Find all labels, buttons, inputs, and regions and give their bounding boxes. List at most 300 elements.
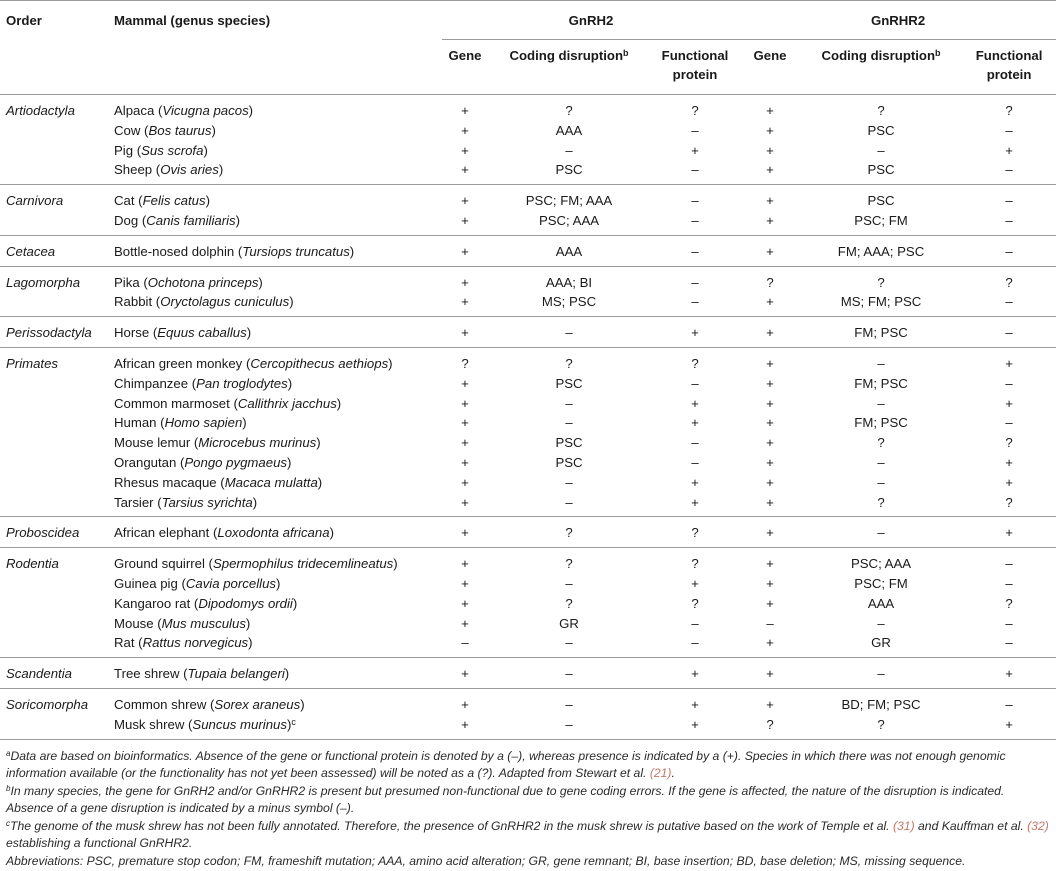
order-cell: [0, 121, 114, 141]
common-name: Rhesus macaque (: [114, 474, 225, 490]
footnote-c-ref2[interactable]: (32): [1027, 818, 1049, 833]
order-cell: Perissodactyla: [0, 317, 114, 348]
gnrhr2-disruption-cell: –: [877, 355, 885, 371]
gnrh2-functional-cell: +: [650, 715, 740, 739]
gnrhr2-disruption-cell: FM; PSC: [800, 317, 962, 348]
footnote-c-text1: The genome of the musk shrew has not been fully annotated. Therefore, the presence of GnRHR2 in the musk shrew is putative based on the work of Temple et al.: [10, 818, 893, 833]
common-name: Common shrew (: [114, 696, 215, 712]
gnrhr2-functional-cell: –: [1005, 575, 1013, 591]
gnrhr2-functional-cell: ?: [1005, 103, 1013, 118]
footnotes: [0, 748, 1052, 871]
table-body: [0, 95, 1056, 740]
table-row: [0, 633, 1056, 657]
header-coding-label: Coding disruption: [509, 48, 624, 63]
gnrhr2-disruption-cell: AAA: [867, 595, 895, 611]
close-paren: ): [289, 294, 294, 310]
gnrh2-functional-cell: –: [691, 193, 699, 209]
common-name: Tree shrew (: [114, 666, 188, 682]
gnrhr2-gene-cell: +: [766, 454, 774, 470]
table-row: [0, 614, 1056, 634]
common-name: Rat (: [114, 635, 143, 651]
gnrhr2-functional-cell: +: [1005, 454, 1013, 470]
mammal-cell: [114, 453, 442, 473]
order-cell: [0, 493, 114, 517]
table-row: [0, 121, 1056, 141]
table-row: [0, 453, 1056, 473]
gnrh2-gene-cell: –: [442, 633, 488, 657]
header-gnrh2-functional: [650, 40, 740, 95]
gnrhr2-disruption-cell: PSC; AAA: [850, 556, 912, 572]
footnote-c-marker: c: [6, 819, 10, 829]
gnrhr2-functional-cell: –: [962, 211, 1056, 235]
mammal-cell: [114, 160, 442, 184]
gnrh2-gene-cell: +: [461, 556, 469, 572]
header-row-1: [0, 1, 1056, 40]
common-name: Sheep (: [114, 162, 161, 178]
gnrh2-functional-cell: +: [691, 575, 699, 591]
gnrhr2-gene-cell: +: [766, 193, 774, 209]
gnrhr2-gene-cell: ?: [766, 274, 774, 290]
footnote-a-text: Data are based on bioinformatics. Absence of the gene or functional protein is denoted by a (–), whereas presence is indicated by a (+). Species in which there was not enough genomic information available (or the functionality has not yet been assessed) will be noted as a (?). Adapted from Stewart et al.: [6, 748, 1006, 781]
header-gene-label: Gene: [448, 48, 482, 63]
gnrhr2-gene-cell: +: [766, 142, 774, 158]
gnrhr2-gene-cell: +: [766, 696, 774, 712]
gnrhr2-disruption-cell: PSC: [867, 122, 895, 138]
gnrhr2-disruption-cell: –: [877, 615, 885, 631]
gnrh2-disruption-cell: PSC: [555, 454, 583, 470]
gnrh2-gene-cell: +: [442, 715, 488, 739]
order-cell: [0, 594, 114, 614]
order-cell: [0, 574, 114, 594]
header-coding-sup: b: [623, 48, 629, 59]
table-row: [0, 394, 1056, 414]
mammal-cell: [114, 374, 442, 394]
close-paren: ): [300, 696, 305, 712]
close-paren: ): [276, 575, 281, 591]
common-name: Bottle-nosed dolphin (: [114, 243, 243, 259]
order-cell: Cetacea: [0, 235, 114, 266]
genus-species: Spermophilus tridecemlineatus: [212, 556, 394, 572]
genus-species: Tursiops truncatus: [242, 243, 350, 259]
gnrh2-functional-cell: +: [650, 658, 740, 689]
order-cell: Lagomorpha: [6, 274, 81, 290]
mammal-cell: [114, 235, 442, 266]
gnrh2-disruption-cell: –: [488, 715, 650, 739]
genus-species: Oryctolagus cuniculus: [160, 294, 290, 310]
header-func-line1: Functional: [661, 48, 729, 63]
gnrhr2-functional-cell: –: [1005, 696, 1013, 712]
table-row: [0, 574, 1056, 594]
table-row: [0, 347, 1056, 373]
gnrhr2-gene-cell: +: [740, 517, 800, 548]
gnrh2-gene-cell: +: [461, 435, 469, 451]
gnrhr2-gene-cell: +: [766, 474, 774, 490]
genus-species: Vicugna pacos: [162, 103, 249, 118]
mammal-cell: [114, 141, 442, 161]
gnrhr2-gene-cell: +: [766, 355, 774, 371]
footnote-c-text3: establishing a functional GnRHR2.: [6, 836, 193, 851]
gnrh2-disruption-cell: –: [565, 415, 573, 431]
gnrh2-functional-cell: –: [650, 160, 740, 184]
mammal-cell: [114, 473, 442, 493]
gnrh2-disruption-cell: PSC: [488, 160, 650, 184]
mammal-cell: [114, 185, 442, 211]
order-cell: [0, 433, 114, 453]
order-cell: Scandentia: [0, 658, 114, 689]
footnote-a: [6, 748, 1052, 783]
close-paren: ): [388, 355, 393, 371]
gnrh2-functional-cell: +: [650, 317, 740, 348]
genus-species: Mus musculus: [161, 615, 246, 631]
common-name: Horse (: [114, 325, 158, 341]
header-row-2: [0, 40, 1056, 95]
header-gnrh2-gene: [442, 40, 488, 95]
close-paren: ): [336, 395, 342, 411]
common-name: Dog (: [114, 212, 147, 228]
table-row: [0, 594, 1056, 614]
mammal-cell: [114, 347, 442, 373]
gnrhr2-functional-cell: –: [1005, 122, 1013, 138]
genus-species: Bos taurus: [148, 122, 212, 138]
order-cell: [0, 413, 114, 433]
order-cell: [0, 614, 114, 634]
common-name: Orangutan (: [114, 454, 185, 470]
header-gene-label: Gene: [753, 48, 787, 63]
gnrh2-functional-cell: –: [691, 615, 699, 631]
close-paren: ): [218, 162, 224, 178]
mammal-cell: [114, 548, 442, 574]
gnrh2-functional-cell: +: [691, 474, 699, 490]
genus-species: Macaca mulatta: [224, 474, 318, 490]
mammal-cell: [114, 317, 442, 348]
table-row: [0, 160, 1056, 184]
gnrhr2-disruption-cell: ?: [800, 715, 962, 739]
order-cell: [0, 211, 114, 235]
gnrh2-functional-cell: +: [691, 142, 699, 158]
gnrhr2-gene-cell: +: [766, 395, 774, 411]
order-cell: Rodentia: [6, 556, 59, 572]
gnrh2-gene-cell: +: [461, 193, 469, 209]
header-func-line1: Functional: [975, 48, 1043, 63]
gnrh2-disruption-cell: ?: [565, 556, 573, 572]
gnrh2-gene-cell: +: [442, 292, 488, 316]
gnrh2-gene-cell: +: [461, 696, 469, 712]
genus-species: Pongo pygmaeus: [184, 454, 288, 470]
gnrh2-gene-cell: +: [461, 615, 469, 631]
close-paren: ): [246, 325, 252, 341]
gnrhr2-functional-cell: –: [1005, 415, 1013, 431]
gnrhr2-disruption-cell: ?: [800, 493, 962, 517]
gnrh2-gene-cell: +: [442, 317, 488, 348]
genus-species: Ochotona princeps: [147, 274, 259, 290]
header-blank-2: [114, 40, 442, 95]
gnrh2-functional-cell: –: [650, 633, 740, 657]
gnrhr2-disruption-cell: BD; FM; PSC: [841, 696, 921, 712]
genus-species: Pan troglodytes: [196, 375, 288, 391]
gnrhr2-functional-cell: ?: [1005, 274, 1013, 290]
order-cell: [0, 374, 114, 394]
gnrhr2-functional-cell: ?: [1005, 435, 1013, 451]
mammal-cell: [114, 688, 442, 714]
mammal-cell: [114, 433, 442, 453]
gnrh2-disruption-cell: AAA: [555, 122, 583, 138]
close-paren: ): [393, 556, 398, 572]
genus-species: Loxodonta africana: [217, 525, 330, 541]
genus-species: Callithrix jacchus: [237, 395, 337, 411]
header-gnrh2: GnRH2: [442, 1, 740, 40]
genus-species: Microcebus murinus: [198, 435, 317, 451]
close-paren: ): [317, 474, 323, 490]
mammal-cell: [114, 594, 442, 614]
header-gnrhr2: GnRHR2: [740, 1, 1056, 40]
header-gnrhr2-coding: [800, 40, 962, 95]
gnrh2-functional-cell: –: [650, 211, 740, 235]
mammal-cell: [114, 95, 442, 121]
common-name: Common marmoset (: [114, 395, 238, 411]
table-row: [0, 374, 1056, 394]
order-cell: [0, 394, 114, 414]
header-func-line2: protein: [672, 67, 718, 82]
table-row: [0, 715, 1056, 739]
gnrhr2-gene-cell: +: [740, 633, 800, 657]
table-row: [0, 493, 1056, 517]
gnrh2-disruption-cell: GR: [559, 615, 579, 631]
order-cell: Carnivora: [6, 193, 64, 209]
mammal-cell: [114, 658, 442, 689]
gnrh2-disruption-cell: PSC: [555, 435, 583, 451]
gnrhr2-gene-cell: +: [740, 317, 800, 348]
gnrhr2-gene-cell: +: [766, 575, 774, 591]
gnrh2-gene-cell: +: [461, 395, 469, 411]
gnrh2-gene-cell: +: [461, 103, 469, 118]
gnrhr2-functional-cell: –: [962, 317, 1056, 348]
mammal-cell: [114, 121, 442, 141]
genus-species: Cercopithecus aethiops: [250, 355, 389, 371]
gnrh2-gene-cell: +: [461, 274, 469, 290]
mammal-cell: [114, 413, 442, 433]
mammal-cell: [114, 574, 442, 594]
common-name: Pika (: [114, 274, 148, 290]
gnrhr2-disruption-cell: MS; FM; PSC: [800, 292, 962, 316]
gnrh2-functional-cell: –: [691, 274, 699, 290]
footnote-b-text: In many species, the gene for GnRH2 and/or GnRHR2 is present but presumed non-functional due to gene coding errors. If the gene is affected, the nature of the disruption is indicated. Absence of a gene disruption is indicated by a minus symbol (–).: [6, 783, 1005, 816]
gnrhr2-functional-cell: +: [1005, 474, 1013, 490]
gnrh2-functional-cell: ?: [650, 517, 740, 548]
gnrh2-disruption-cell: –: [488, 317, 650, 348]
footnote-a-ref[interactable]: (21): [649, 766, 672, 781]
gnrhr2-functional-cell: +: [1005, 142, 1013, 158]
gnrhr2-disruption-cell: PSC; FM: [854, 575, 908, 591]
gnrh2-functional-cell: –: [691, 122, 699, 138]
common-name: Guinea pig (: [114, 575, 186, 591]
gnrhr2-disruption-cell: –: [800, 658, 962, 689]
order-cell: [0, 715, 114, 739]
gnrhr2-gene-cell: +: [766, 122, 774, 138]
order-cell: [0, 160, 114, 184]
order-cell: Artiodactyla: [6, 103, 75, 118]
footnote-marker: c: [291, 717, 296, 728]
close-paren: ): [252, 494, 258, 510]
order-cell: Proboscidea: [0, 517, 114, 548]
close-paren: ): [258, 274, 263, 290]
gnrh2-gene-cell: +: [442, 517, 488, 548]
close-paren: ): [245, 615, 251, 631]
close-paren: ): [287, 454, 292, 470]
gnrhr2-disruption-cell: –: [800, 517, 962, 548]
gnrhr2-gene-cell: +: [740, 211, 800, 235]
gnrhr2-functional-cell: +: [1005, 355, 1013, 371]
mammal-cell: [114, 211, 442, 235]
genus-species: Homo sapien: [164, 415, 243, 431]
table-row: [0, 517, 1056, 548]
header-gnrh2-coding: [488, 40, 650, 95]
table-row: [0, 211, 1056, 235]
gnrh2-functional-cell: +: [691, 395, 699, 411]
genus-species: Sorex araneus: [214, 696, 301, 712]
common-name: Cow (: [114, 122, 149, 138]
gnrh2-disruption-cell: AAA: [488, 235, 650, 266]
genus-species: Tupaia belangeri: [187, 666, 285, 682]
gnrh2-disruption-cell: PSC; AAA: [488, 211, 650, 235]
footnote-a-marker: a: [6, 748, 11, 758]
gnrh2-gene-cell: +: [442, 493, 488, 517]
gnrhr2-gene-cell: +: [740, 292, 800, 316]
gnrh2-disruption-cell: –: [565, 696, 573, 712]
gnrh2-functional-cell: +: [650, 493, 740, 517]
table-row: [0, 185, 1056, 211]
gnrh2-functional-cell: –: [650, 235, 740, 266]
footnote-c-ref1[interactable]: (31): [892, 818, 915, 833]
gnrh2-functional-cell: ?: [691, 595, 699, 611]
genus-species: Suncus murinus: [192, 716, 287, 732]
gnrh2-functional-cell: +: [691, 415, 699, 431]
gnrhr2-functional-cell: +: [962, 658, 1056, 689]
gnrhr2-disruption-cell: –: [877, 454, 885, 470]
header-gnrhr2-functional: [962, 40, 1056, 95]
gnrh2-gene-cell: +: [461, 415, 469, 431]
gnrh2-disruption-cell: ?: [565, 595, 573, 611]
gnrh2-gene-cell: +: [461, 454, 469, 470]
gnrhr2-disruption-cell: ?: [877, 274, 885, 290]
common-name: African green monkey (: [114, 355, 251, 371]
gnrhr2-disruption-cell: PSC: [800, 160, 962, 184]
common-name: African elephant (: [114, 525, 218, 541]
footnote-c-text2: and Kauffman et al.: [914, 818, 1028, 833]
gnrhr2-gene-cell: ?: [740, 715, 800, 739]
gnrh2-gene-cell: +: [461, 474, 469, 490]
footnote-a-end: .: [671, 766, 675, 781]
genus-species: Sus scrofa: [141, 142, 204, 158]
common-name: Chimpanzee (: [114, 375, 197, 391]
close-paren: ): [203, 142, 208, 158]
genus-species: Cavia porcellus: [185, 575, 276, 591]
gnrh2-gene-cell: +: [442, 211, 488, 235]
order-cell: [0, 633, 114, 657]
gnrhr2-gene-cell: +: [766, 375, 774, 391]
genus-species: Equus caballus: [157, 325, 247, 341]
table-row: [0, 658, 1056, 689]
gnrhr2-functional-cell: –: [1005, 193, 1013, 209]
close-paren: ): [242, 415, 247, 431]
common-name: Rabbit (: [114, 294, 161, 310]
gnrhr2-disruption-cell: ?: [877, 103, 885, 118]
order-cell: [0, 473, 114, 493]
close-paren: ): [292, 595, 298, 611]
mammal-cell: [114, 394, 442, 414]
gnrh2-gene-cell: +: [461, 595, 469, 611]
gnrhr2-gene-cell: +: [766, 415, 774, 431]
common-name: Cat (: [114, 193, 143, 209]
header-func-line2: protein: [986, 67, 1032, 82]
gnrhr2-functional-cell: –: [962, 160, 1056, 184]
gnrh2-functional-cell: +: [691, 696, 699, 712]
gnrh2-disruption-cell: –: [565, 142, 573, 158]
gnrhr2-disruption-cell: –: [877, 474, 885, 490]
common-name: Tarsier (: [114, 494, 162, 510]
gnrhr2-functional-cell: –: [962, 633, 1056, 657]
gnrh2-disruption-cell: ?: [565, 103, 573, 118]
close-paren: ): [248, 635, 253, 651]
gnrhr2-gene-cell: +: [740, 160, 800, 184]
gnrhr2-disruption-cell: FM; AAA; PSC: [800, 235, 962, 266]
genus-species: Felis catus: [142, 193, 206, 209]
close-paren: ): [205, 193, 211, 209]
genus-species: Rattus norvegicus: [142, 635, 249, 651]
header-order: Order: [6, 12, 42, 28]
gnrh2-disruption-cell: ?: [565, 355, 573, 371]
close-paren: ): [349, 243, 355, 259]
gnrhr2-disruption-cell: PSC: [867, 193, 895, 209]
gnrh2-functional-cell: ?: [691, 556, 699, 572]
gnrh2-functional-cell: ?: [691, 103, 699, 118]
common-name: Mouse (: [114, 615, 162, 631]
gnrhr2-gene-cell: +: [766, 595, 774, 611]
table-row: [0, 688, 1056, 714]
gnrh2-gene-cell: +: [461, 122, 469, 138]
gnrhr2-functional-cell: +: [962, 517, 1056, 548]
gnrh2-gene-cell: +: [442, 658, 488, 689]
table-row: [0, 95, 1056, 121]
gnrh2-disruption-cell: –: [488, 658, 650, 689]
gnrhr2-functional-cell: –: [962, 235, 1056, 266]
gnrh2-disruption-cell: AAA; BI: [545, 274, 593, 290]
close-paren: ): [284, 666, 290, 682]
gnrh2-functional-cell: –: [691, 454, 699, 470]
table-row: [0, 433, 1056, 453]
gnrhr2-gene-cell: +: [740, 493, 800, 517]
order-cell: [0, 141, 114, 161]
gnrh2-disruption-cell: ?: [488, 517, 650, 548]
close-paren: ): [211, 122, 216, 138]
gnrhr2-functional-cell: –: [1005, 375, 1013, 391]
genus-species: Dipodomys ordii: [198, 595, 293, 611]
header-gnrhr2-gene: [740, 40, 800, 95]
common-name: Musk shrew (: [114, 716, 193, 732]
gnrhr2-functional-cell: –: [962, 292, 1056, 316]
table-row: [0, 548, 1056, 574]
mammal-cell: [114, 715, 442, 739]
gnrh2-disruption-cell: –: [565, 575, 573, 591]
close-paren: ): [235, 212, 241, 228]
table-row: [0, 266, 1056, 292]
footnote-abbreviations: Abbreviations: PSC, premature stop codon; FM, frameshift mutation; AAA, amino acid alteration; GR, gene remnant; BI, base insertion; BD, base deletion; MS, missing sequence.: [6, 854, 966, 869]
common-name: Kangaroo rat (: [114, 595, 199, 611]
table-row: [0, 473, 1056, 493]
gnrh2-functional-cell: –: [691, 435, 699, 451]
close-paren: ): [286, 716, 292, 732]
mammal-cell: [114, 614, 442, 634]
table-row: [0, 141, 1056, 161]
